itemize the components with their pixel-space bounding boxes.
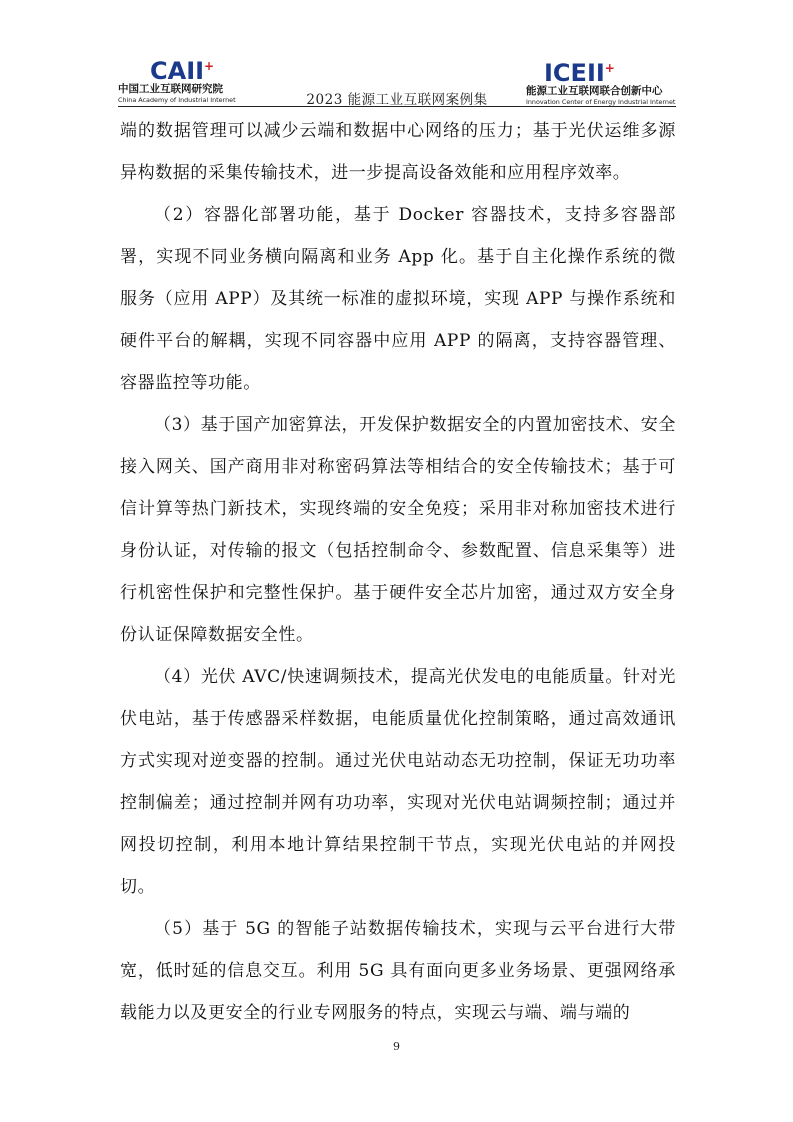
iceii-logo-mark xyxy=(544,56,676,85)
page-number: 9 xyxy=(393,1040,400,1053)
iceii-logo-cn: 能源工业互联网联合创新中心 xyxy=(526,85,663,97)
paragraph-encryption: （3）基于国产加密算法，开发保护数据安全的内置加密技术、安全接入网关、国产商用非对称密码算法等相结合的安全传输技术；基于可信计算等热门新技术，实现终端的安全免疫；采用非对称加密技术进行身份认证，对传输的报文（包括控制命令、参数配置、信息采集等）进行机密性保护和完整性保护。基于硬件安全芯片加密，通过双方安全身份认证保障数据安全性。 xyxy=(120,415,676,645)
caii-logo-plus: + xyxy=(204,59,215,73)
caii-logo-mark xyxy=(150,54,258,83)
caii-logo-en: China Academy of Industrial Internet xyxy=(118,96,236,104)
iceii-logo-plus: + xyxy=(604,61,615,75)
iceii-logo-en: Innovation Center of Energy Industrial Internet xyxy=(526,98,676,106)
page-header xyxy=(118,52,676,107)
header-title: 2023 能源工业互联网案例集 xyxy=(306,92,488,108)
page-body xyxy=(120,110,676,1034)
paragraph-5g-transmission: （5）基于 5G 的智能子站数据传输技术，实现与云平台进行大带宽，低时延的信息交互。利用 5G 具有面向更多业务场景、更强网络承载能力以及更安全的行业专网服务的特点，实现云与端、端与端的 xyxy=(120,919,676,1023)
iceii-logo-text: ICEII xyxy=(544,59,605,87)
iceii-logo xyxy=(526,56,676,106)
paragraph-container-deployment: （2）容器化部署功能，基于 Docker 容器技术，支持多容器部署，实现不同业务横向隔离和业务 App 化。基于自主化操作系统的微服务（应用 APP）及其统一标准的虚拟环境，实现 APP 与操作系统和硬件平台的解耦，实现不同容器中应用 APP 的隔离，支持容器管理、容器监控等功能。 xyxy=(120,205,676,393)
caii-logo-cn: 中国工业互联网研究院 xyxy=(118,83,223,95)
paragraph-continued: 端的数据管理可以减少云端和数据中心网络的压力；基于光伏运维多源异构数据的采集传输技术，进一步提高设备效能和应用程序效率。 xyxy=(120,121,676,183)
paragraph-avc-frequency: （4）光伏 AVC/快速调频技术，提高光伏发电的电能质量。针对光伏电站，基于传感器采样数据，电能质量优化控制策略，通过高效通讯方式实现对逆变器的控制。通过光伏电站动态无功控制，保证无功功率控制偏差；通过控制并网有功功率，实现对光伏电站调频控制；通过并网投切控制，利用本地计算结果控制干节点，实现光伏电站的并网投切。 xyxy=(120,667,676,897)
caii-logo-text: CAII xyxy=(150,57,205,85)
